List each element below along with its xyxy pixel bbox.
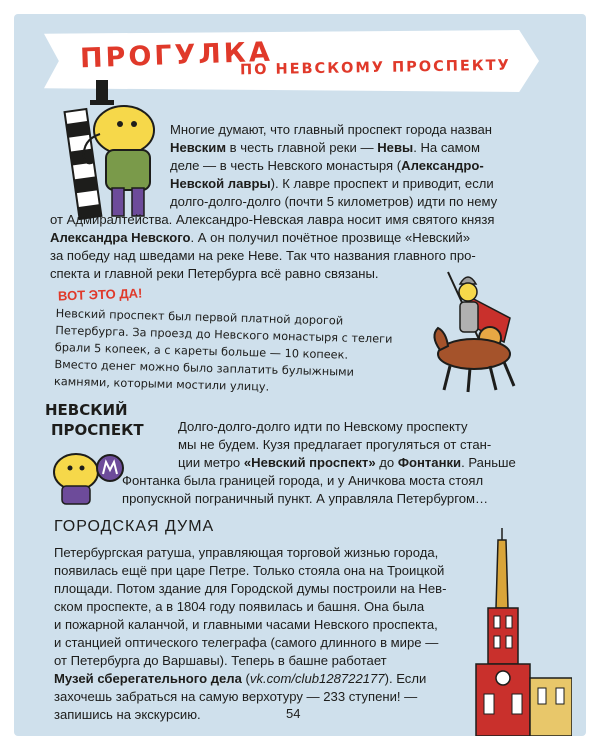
- metro-paragraph-bottom: Фонтанка была границей города, и у Аничкова моста стоял пропускной пограничный пункт. А управляла Петербургом…: [122, 473, 489, 506]
- intro-line: Александра Невского. А он получил почётное прозвище «Невский»: [50, 230, 470, 245]
- section-heading-duma: ГОРОДСКАЯ ДУМА: [54, 518, 215, 535]
- wow-box-title: ВОТ ЭТО ДА!: [57, 285, 143, 304]
- knight-on-horse-illustration: [420, 262, 530, 402]
- metro-elephant-illustration: [48, 442, 128, 508]
- page-title: ПРОГУЛКА: [79, 36, 274, 75]
- metro-station-label: НЕВСКИЙ ПРОСПЕКТ: [45, 401, 144, 439]
- wow-box-text: Невский проспект был первой платной дорогой Петербурга. За проезд до Невского монастыря с телеги брали 5 копеек, а с кареты больше — 10 копеек. Вместо денег можно было заплатить булыжными камнями, которыми мостили улицу.: [53, 306, 393, 394]
- page-number: 54: [286, 706, 301, 721]
- intro-line: от Адмиралтейства. Александро-Невская лавра носит имя святого князя: [50, 212, 495, 227]
- duma-paragraph: Петербургская ратуша, управляющая торговой жизнью города, появилась ещё при царе Петре. Только стояла она на Троицкой площади. Потом здание для Городской думы построили на Нев- ском проспекте, а в 1804 году появилась и башня. Она была и пожарной каланчой, и главными часами Невского проспекта, и станцией оптического телеграфа (самого длинного в мире — от Петербурга до Варшавы). Теперь в башне работает Музей сберегательного дела (vk.com/club128722177). Если захочешь забраться на самую верхотуру — 233 ступени! — запишись на экскурсию.: [54, 545, 447, 722]
- intro-paragraph-top: Многие думают, что главный проспект города назван Невским в честь главной реки — Невы. На самом деле — в честь Невского монастыря (Александро- Невской лавры). К лавре проспект и приводит, если долго-долго-долго (почти 5 километров) идти по нему: [170, 122, 498, 209]
- elephant-guide-illustration: [62, 70, 172, 220]
- intro-paragraph-bottom: за победу над шведами на реке Неве. Так что названия главного про- спекта и главной реки Петербурга всё равно связаны.: [50, 248, 476, 281]
- duma-tower-illustration: [462, 528, 572, 736]
- page-subtitle: ПО НЕВСКОМУ ПРОСПЕКТУ: [239, 57, 511, 79]
- metro-paragraph-top: Долго-долго-долго идти по Невскому проспекту мы не будем. Кузя предлагает прогуляться от стан- ции метро «Невский проспект» до Фонтанки. Раньше: [178, 419, 516, 470]
